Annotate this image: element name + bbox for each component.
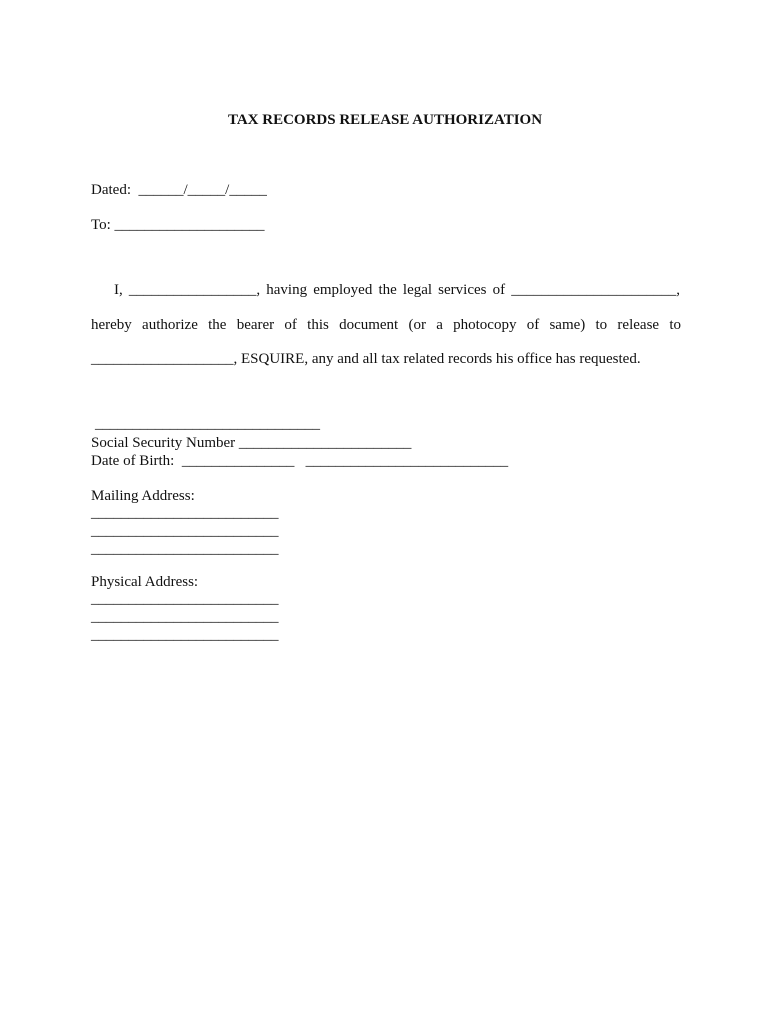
physical-address-line: _________________________ [91,627,279,643]
mailing-address-line: _________________________ [91,523,279,539]
body-line-2: hereby authorize the bearer of this document (or a photocopy of same) to release to [91,317,681,333]
dated-line: Dated: ______/_____/_____ [91,182,267,198]
mailing-address-line: _________________________ [91,541,279,557]
body-line-1: I, _________________, having employed the legal services of ______________________, [114,282,680,298]
physical-address-line: _________________________ [91,591,279,607]
signature-blank: ______________________________ [95,416,320,432]
ssn-line: Social Security Number _______________________ [91,435,412,451]
to-line: To: ____________________ [91,217,265,233]
date-of-birth-line: Date of Birth: _______________ ___________________________ [91,453,509,469]
mailing-address-label: Mailing Address: [91,488,195,504]
body-line-3: ___________________, ESQUIRE, any and all tax related records his office has requested. [91,351,641,367]
physical-address-line: _________________________ [91,609,279,625]
mailing-address-line: _________________________ [91,505,279,521]
document-title: TAX RECORDS RELEASE AUTHORIZATION [227,112,543,128]
physical-address-label: Physical Address: [91,574,199,590]
